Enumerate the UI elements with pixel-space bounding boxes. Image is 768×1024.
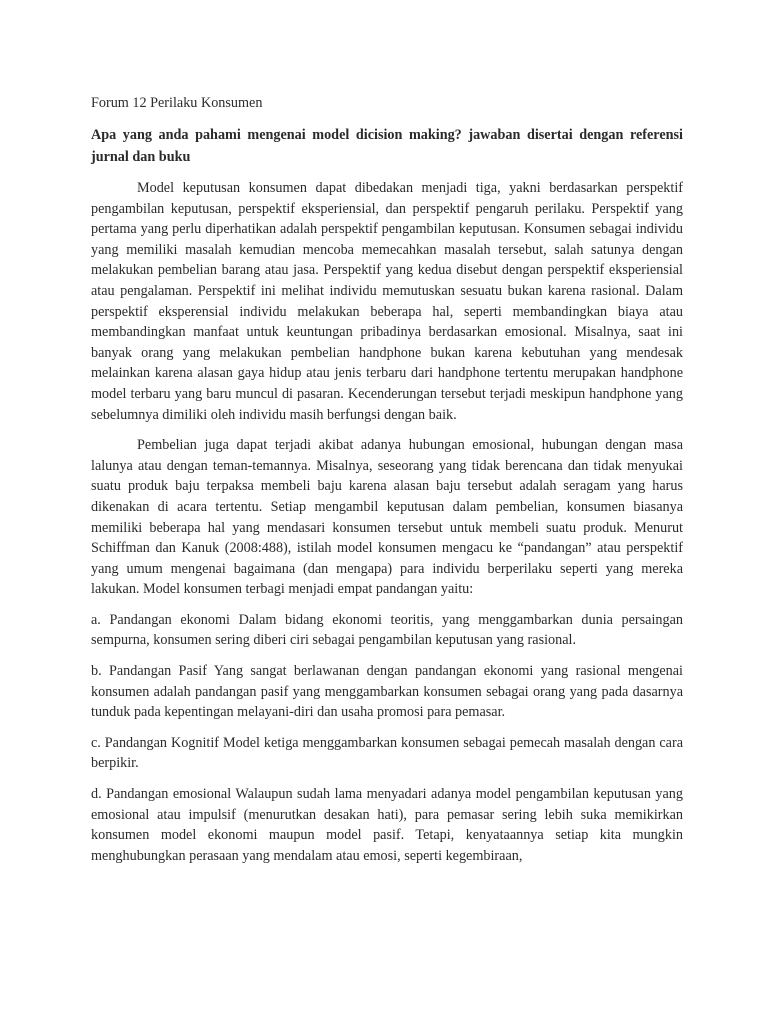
list-item-emotional-view: d. Pandangan emosional Walaupun sudah lama menyadari adanya model pengambilan keputusan yang emosional atau impulsif (menurutkan desakan hati), para pemasar sering lebih suka memikirkan konsumen model ekonomi maupun model pasif. Tetapi, kenyataannya setiap kita mungkin menghubungkan perasaan yang mendalam atau emosi, seperti kegembiraan, bbox=[91, 786, 683, 864]
list-item-cognitive-view: c. Pandangan Kognitif Model ketiga menggambarkan konsumen sebagai pemecah masalah dengan cara berpikir. bbox=[91, 734, 683, 772]
paragraph-decision-perspectives: Model keputusan konsumen dapat dibedakan menjadi tiga, yakni berdasarkan perspektif pengambilan keputusan, perspektif eksperiensial, dan perspektif pengaruh perilaku. Perspektif yang pertama yang perlu diperhatikan adalah perspektif pengambilan keputusan. Konsumen sebagai individu yang memiliki masalah kemudian mencoba memecahkan masalah tersebut, salah satunya dengan melakukan pembelian barang atau jasa. Perspektif yang kedua disebut dengan perspektif eksperiensial atau pengalaman. Perspektif ini melihat individu memutuskan sesuatu bukan karena rasional. Dalam perspektif eksperensial individu melakukan beberapa hal, seperti membandingkan biaya atau membandingkan manfaat untuk keuntungan pribadinya berdasarkan emosional. Misalnya, saat ini banyak orang yang melakukan pembelian handphone bukan karena kebutuhan yang mendesak melainkan karena alasan gaya hidup atau jenis terbaru dari handphone tertentu merupakan handphone model terbaru yang baru muncul di pasaran. Kecenderungan tersebut terjadi meskipun handphone yang sebelumnya dimiliki oleh individu masih berfungsi dengan baik. bbox=[91, 180, 683, 423]
list-item-passive-view: b. Pandangan Pasif Yang sangat berlawanan dengan pandangan ekonomi yang rasional mengenai konsumen adalah pandangan pasif yang menggambarkan konsumen sebagai orang yang pada dasarnya tunduk pada kepentingan melayani-diri dan usaha promosi para pemasar. bbox=[91, 663, 683, 721]
forum-question: Apa yang anda pahami mengenai model dicision making? jawaban disertai dengan referensi jurnal dan buku bbox=[91, 127, 683, 165]
list-item-economic-view: a. Pandangan ekonomi Dalam bidang ekonomi teoritis, yang menggambarkan dunia persaingan sempurna, konsumen sering diberi ciri sebagai pengambilan keputusan yang rasional. bbox=[91, 611, 683, 649]
paragraph-emotional-purchase: Pembelian juga dapat terjadi akibat adanya hubungan emosional, hubungan dengan masa lalunya atau dengan teman-temannya. Misalnya, seseorang yang tidak berencana dan tidak menyukai suatu produk baju terpaksa membeli baju karena alasan baju tersebut adalah seragam yang harus dikenakan di acara tertentu. Setiap mengambil keputusan dalam pembelian, konsumen biasanya memiliki beberapa hal yang mendasari konsumen tersebut untuk membeli suatu produk. Menurut Schiffman dan Kanuk (2008:488), istilah model konsumen mengacu ke “pandangan” atau perspektif yang umum mengenai bagaimana (dan mengapa) para individu berperilaku seperti yang mereka lakukan. Model konsumen terbagi menjadi empat pandangan yaitu: bbox=[91, 437, 683, 598]
document-title: Forum 12 Perilaku Konsumen bbox=[91, 95, 263, 111]
